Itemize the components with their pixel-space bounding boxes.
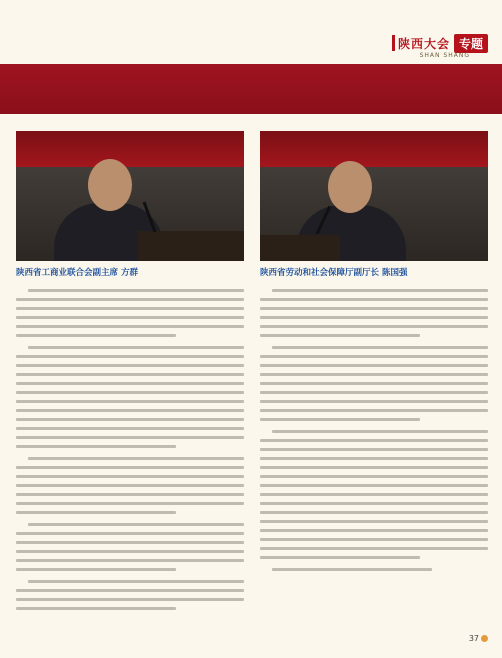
badge-subtitle: SHAN SHANG [419, 52, 470, 59]
left-paragraph-1 [16, 289, 244, 337]
red-banner [0, 64, 502, 114]
right-paragraph-2 [260, 346, 488, 421]
right-paragraph-1 [260, 289, 488, 337]
page-number-text: 37 [468, 634, 479, 643]
badge-title: 陕西大会 [397, 36, 450, 51]
left-column [16, 131, 244, 616]
left-paragraph-4 [16, 523, 244, 571]
right-paragraph-3 [260, 430, 488, 559]
page-dot-icon [481, 635, 488, 642]
right-column [260, 131, 488, 577]
right-paragraph-4 [260, 568, 488, 571]
badge-accent-bar [392, 35, 395, 51]
left-paragraph-5 [16, 580, 244, 610]
left-photo-caption: 陕西省工商业联合会副主席 方群 [16, 268, 138, 278]
left-paragraph-3 [16, 457, 244, 514]
left-speaker-photo [16, 131, 244, 261]
page-number [469, 634, 488, 643]
right-photo-caption: 陕西省劳动和社会保障厅副厅长 陈国强 [260, 268, 408, 278]
section-badge [392, 33, 488, 53]
left-paragraph-2 [16, 346, 244, 448]
right-speaker-photo [260, 131, 488, 261]
badge-tag: 专题 [454, 34, 488, 53]
